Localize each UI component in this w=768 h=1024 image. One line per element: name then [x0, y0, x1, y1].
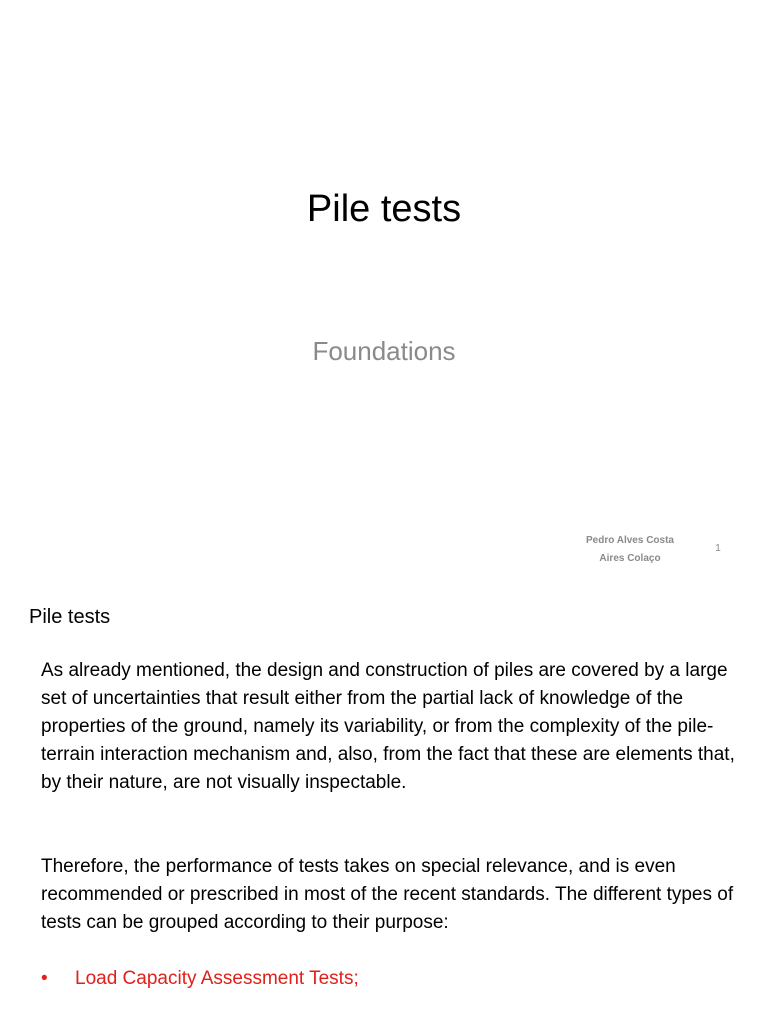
bullet-item [41, 965, 359, 993]
author-name: Pedro Alves Costa [586, 535, 674, 546]
slide-subtitle: Foundations [312, 336, 456, 366]
body-paragraph: Therefore, the performance of tests takes on special relevance, and is even recommended or prescribed in most of the recent standards. The different types of tests can be grouped according to their purpose: [41, 856, 734, 933]
bullet-text: Load Capacity Assessment Tests; [75, 968, 359, 989]
content-slide [0, 586, 768, 1024]
author-name: Aires Colaço [599, 553, 661, 564]
page-number: 1 [715, 543, 721, 554]
slide-heading: Pile tests [29, 606, 111, 628]
body-paragraph: As already mentioned, the design and construction of piles are covered by a large set of uncertainties that result either from the partial lack of knowledge of the properties of the ground, namely its variability, or from the complexity of the pile-terrain interaction mechanism and, also, from the fact that these are elements that, by their nature, are not visually inspectable. [41, 660, 735, 793]
bullet-marker: • [41, 968, 48, 989]
author-credits [560, 532, 700, 568]
slide-title: Pile tests [306, 188, 462, 230]
